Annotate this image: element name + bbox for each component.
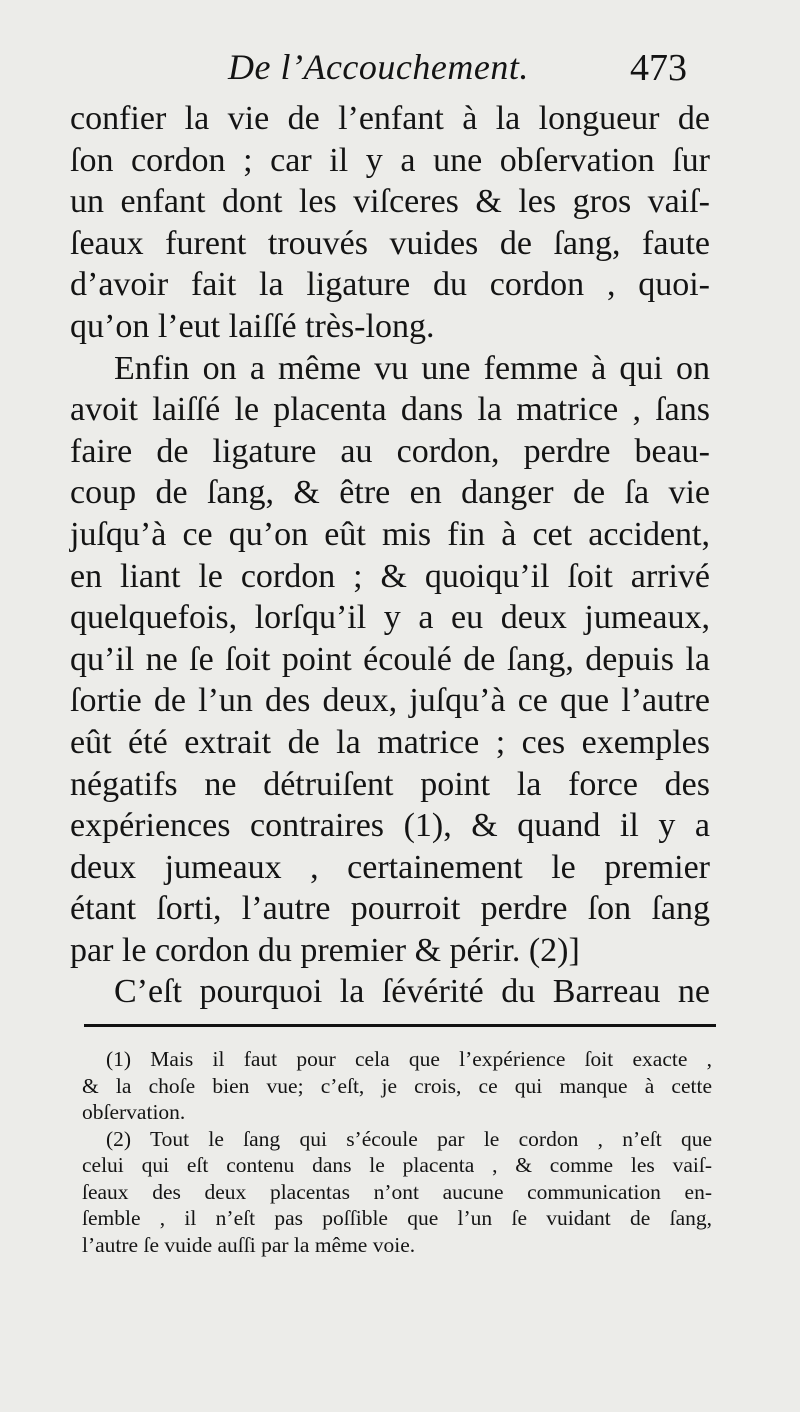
body-line: par le cordon du premier & périr. (2)] [70,931,580,969]
footnote-line: ſemble , il n’eſt pas poſſible que l’un ſe vuidant de ſang, [82,1206,712,1230]
running-head [0,44,800,96]
body-line: faire de ligature au cordon, perdre beau- [70,432,710,470]
body-line: eût été extrait de la matrice ; ces exemples [70,723,710,761]
body-line: un enfant dont les viſceres & les gros vaiſ- [70,183,710,221]
footnote-line: ſeaux des deux placentas n’ont aucune communication en- [82,1179,712,1204]
footnote-line: l’autre ſe vuide auſſi par la même voie. [82,1232,416,1257]
body-text [70,98,710,1013]
footnotes [82,1046,712,1258]
body-line: étant ſorti, l’autre pourroit perdre ſon ſang [70,890,710,928]
body-line: coup de ſang, & être en danger de ſa vie [70,474,710,512]
body-line: en liant le cordon ; & quoiqu’il ſoit arrivé [70,557,710,595]
body-line: avoit laiſſé le placenta dans la matrice , ſans [70,391,710,429]
body-line: expériences contraires (1), & quand il y a [70,807,710,845]
body-line: ſon cordon ; car il y a une obſervation ſur [70,141,710,179]
body-line: C’eſt pourquoi la ſévérité du Barreau ne [114,973,710,1011]
footnote-line: (1) Mais il faut pour cela que l’expérience ſoit exacte , [106,1047,712,1071]
body-line: ſeaux furent trouvés vuides de ſang, faute [70,224,710,262]
body-line: ſortie de l’un des deux, juſqu’à ce que l’autre [70,682,710,720]
footnote-line: celui qui eſt contenu dans le placenta , & comme les vaiſ- [82,1153,712,1177]
body-line: qu’on l’eut laiſſé très-long. [70,307,435,345]
footnote-separator-rule [84,1024,716,1027]
footnote-line: (2) Tout le ſang qui s’écoule par le cordon , n’eſt que [106,1126,712,1151]
body-line: deux jumeaux , certainement le premier [70,848,710,886]
body-line: qu’il ne ſe ſoit point écoulé de ſang, depuis la [70,640,710,678]
footnote-line: obſervation. [82,1100,186,1124]
chapter-title: De l’Accouchement. [228,47,529,87]
body-line: juſqu’à ce qu’on eût mis fin à cet accident, [70,515,710,553]
body-line: d’avoir fait la ligature du cordon , quoi- [70,266,710,304]
body-line: quelquefois, lorſqu’il y a eu deux jumeaux, [70,599,710,637]
footnote-line: & la choſe bien vue; c’eſt, je crois, ce qui manque à cette [82,1073,712,1098]
body-line: confier la vie de l’enfant à la longueur de [70,100,710,137]
page-number: 473 [630,47,687,89]
body-line: négatifs ne détruiſent point la force des [70,765,710,803]
body-line: Enfin on a même vu une femme à qui on [114,349,710,387]
